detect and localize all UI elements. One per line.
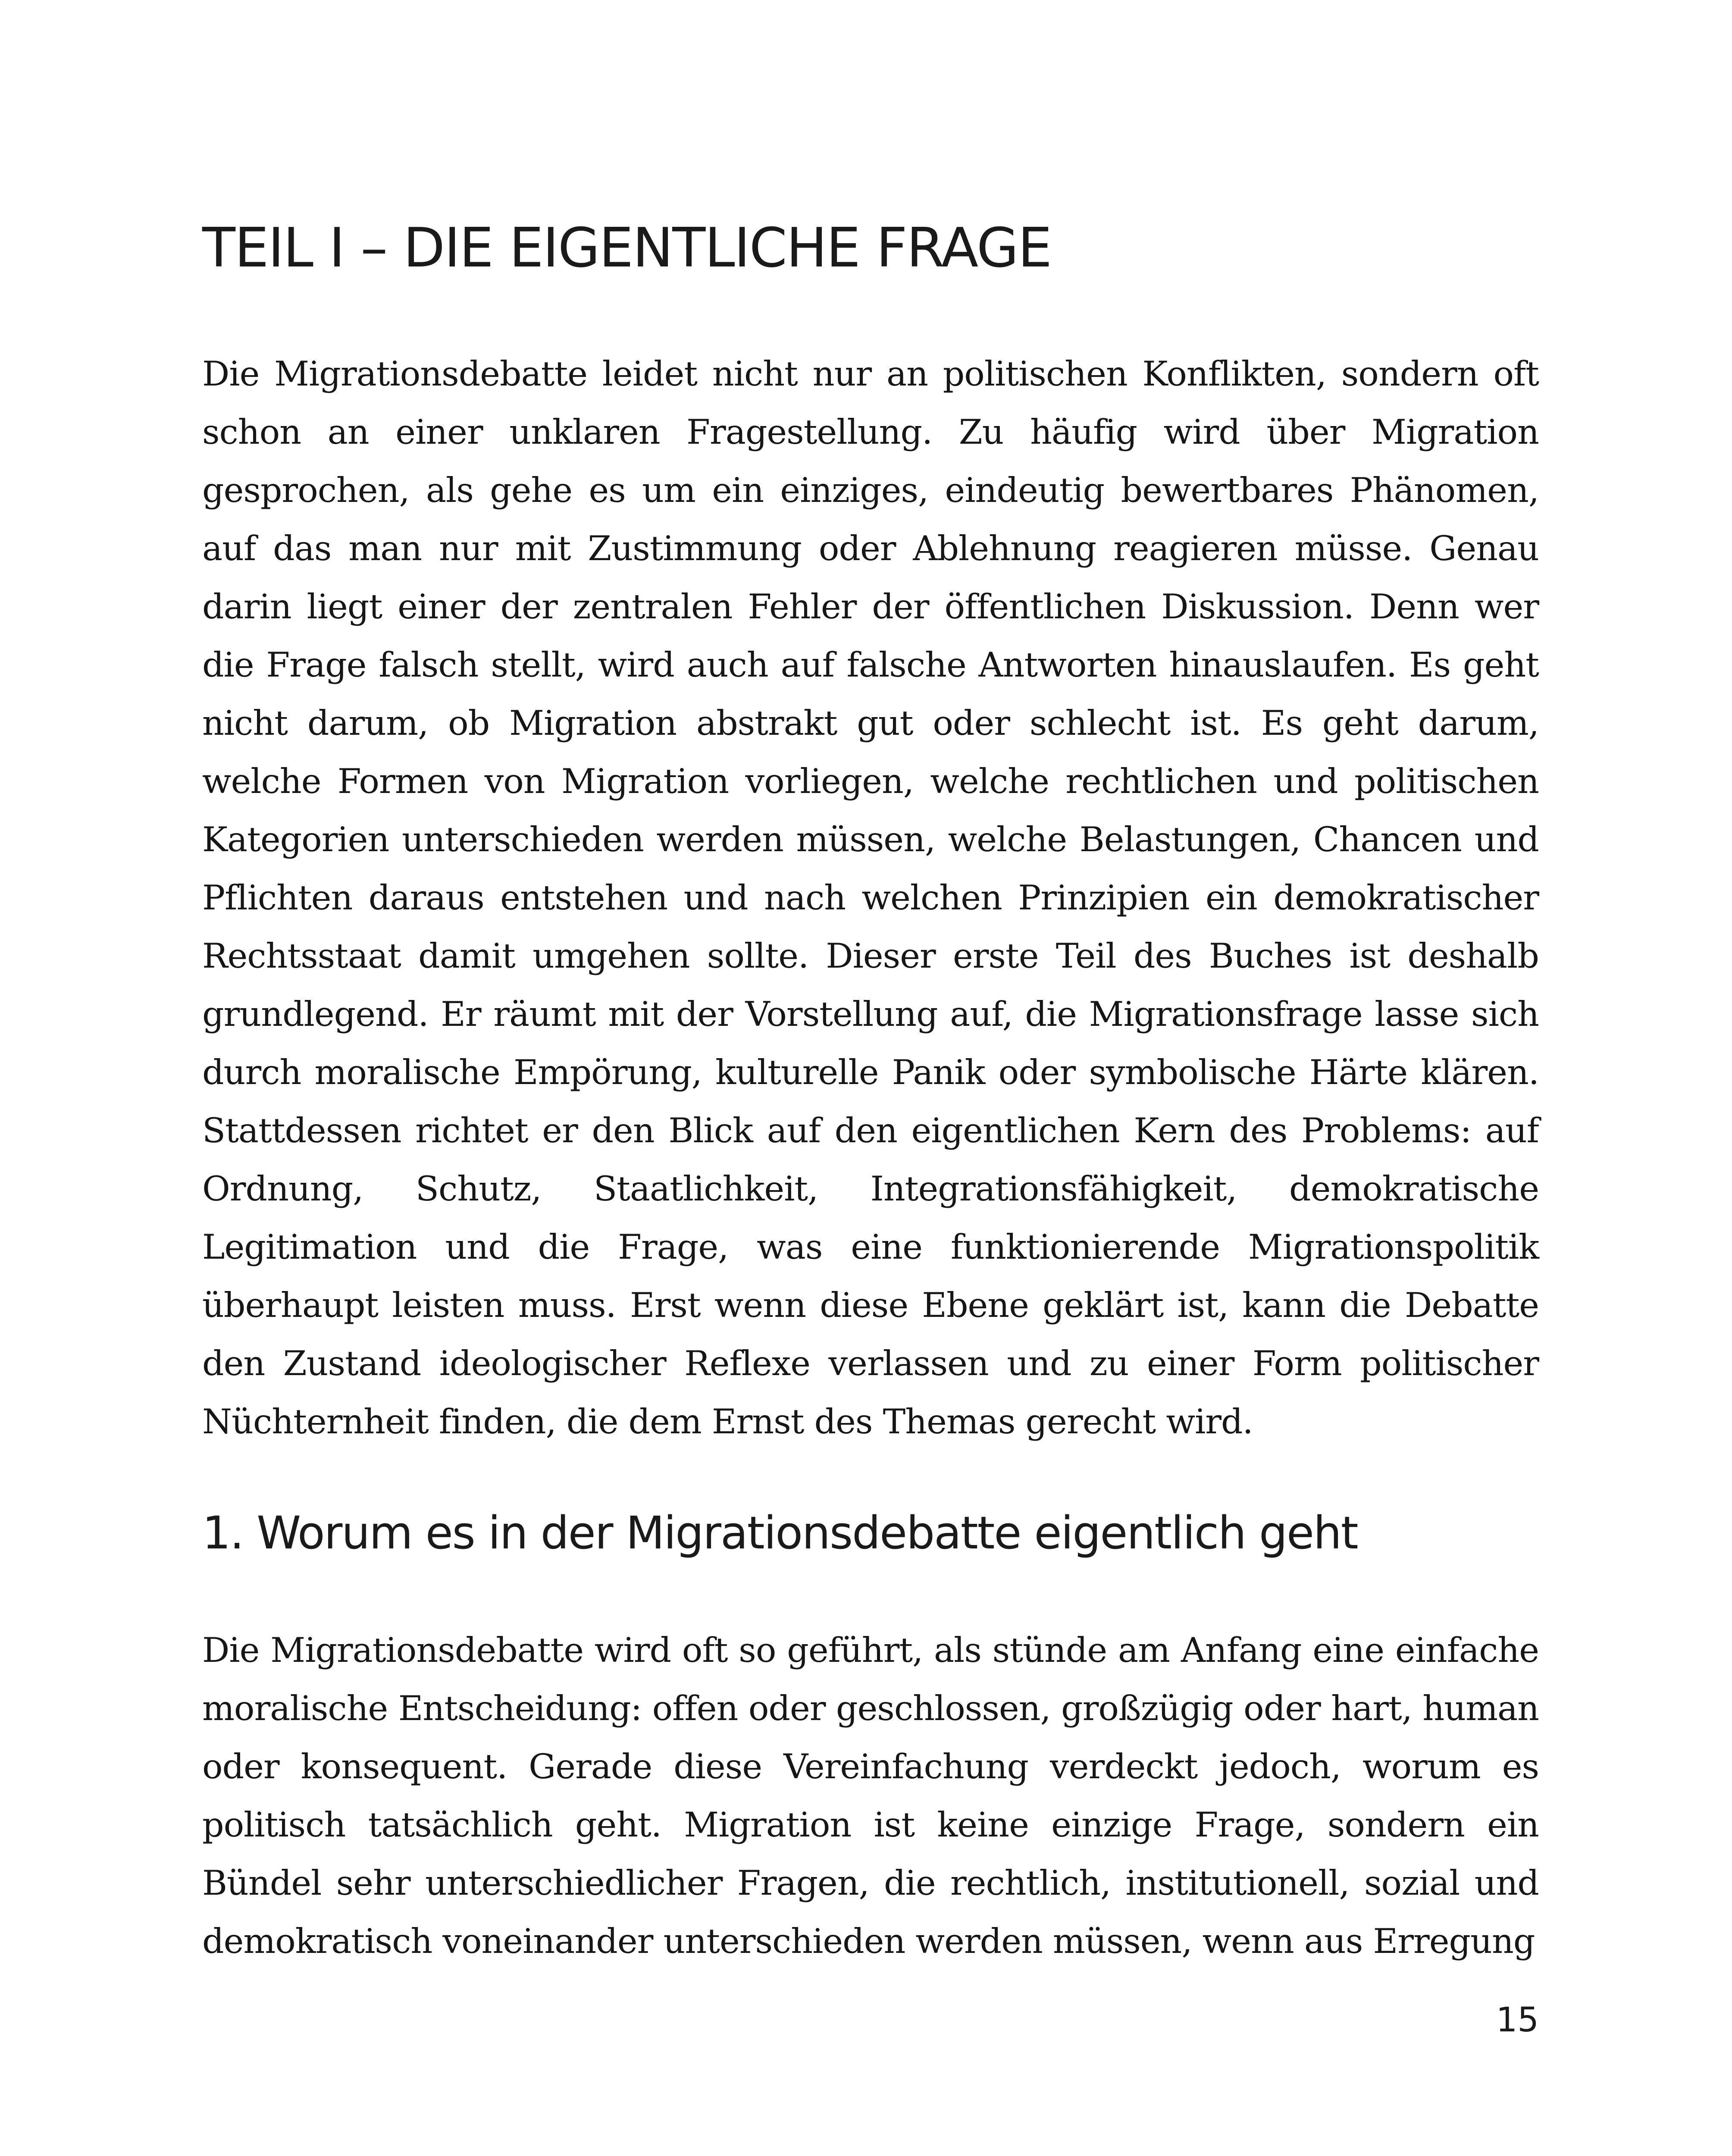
intro-paragraph: Die Migrationsdebatte leidet nicht nur an politischen Konflikten, sondern oft schon an einer unklaren Fragestellung. Zu häufig wird über Migration gesprochen, als gehe es um ein einziges, eindeutig bewertbares Phänomen, auf das man nur mit Zustimmung oder Ablehnung reagieren müsse. Genau darin liegt einer der zentralen Fehler der öffentlichen Diskussion. Denn wer die Frage falsch stellt, wird auch auf falsche Antworten hinauslaufen. Es geht nicht darum, ob Migration abstrakt gut oder schlecht ist. Es geht darum, welche Formen von Migration vorliegen, welche rechtlichen und politischen Kategorien unterschieden werden müssen, welche Belastungen, Chancen und Pflichten daraus entstehen und nach welchen Prinzipien ein demokratischer Rechtsstaat damit umgehen sollte. Dieser erste Teil des Buches ist deshalb grundlegend. Er räumt mit der Vorstellung auf, die Migrationsfrage lasse sich durch moralische Empörung, kulturelle Panik oder symbolische Härte klären. Stattdessen richtet er den Blick auf den eigentlichen Kern des Problems: auf Ordnung, Schutz, Staatlichkeit, Integrationsfähigkeit, demokratische Legitimation und die Frage, was eine funktionierende Migrationspolitik überhaupt leisten muss. Erst wenn diese Ebene geklärt ist, kann die Debatte den Zustand ideologischer Reflexe verlassen und zu einer Form politischer Nüchternheit finden, die dem Ernst des Themas gerecht wird. <box>202 354 1539 1442</box>
part-title: TEIL I – DIE EIGENTLICHE FRAGE <box>202 216 1052 279</box>
section-heading: 1. Worum es in der Migrationsdebatte eigentlich geht <box>202 1507 1358 1559</box>
page-number: 15 <box>1496 2001 1539 2040</box>
section-paragraph: Die Migrationsdebatte wird oft so geführt, als stünde am Anfang eine einfache moralische Entscheidung: offen oder geschlossen, großzügig oder hart, human oder konsequent. Gerade diese Vereinfachung verdeckt jedoch, worum es politisch tatsächlich geht. Migration ist keine einzige Frage, sondern ein Bündel sehr unterschiedlicher Fragen, die rechtlich, institutionell, sozial und demokratisch voneinander unterschieden werden müssen, wenn aus Erregung <box>202 1630 1539 1961</box>
